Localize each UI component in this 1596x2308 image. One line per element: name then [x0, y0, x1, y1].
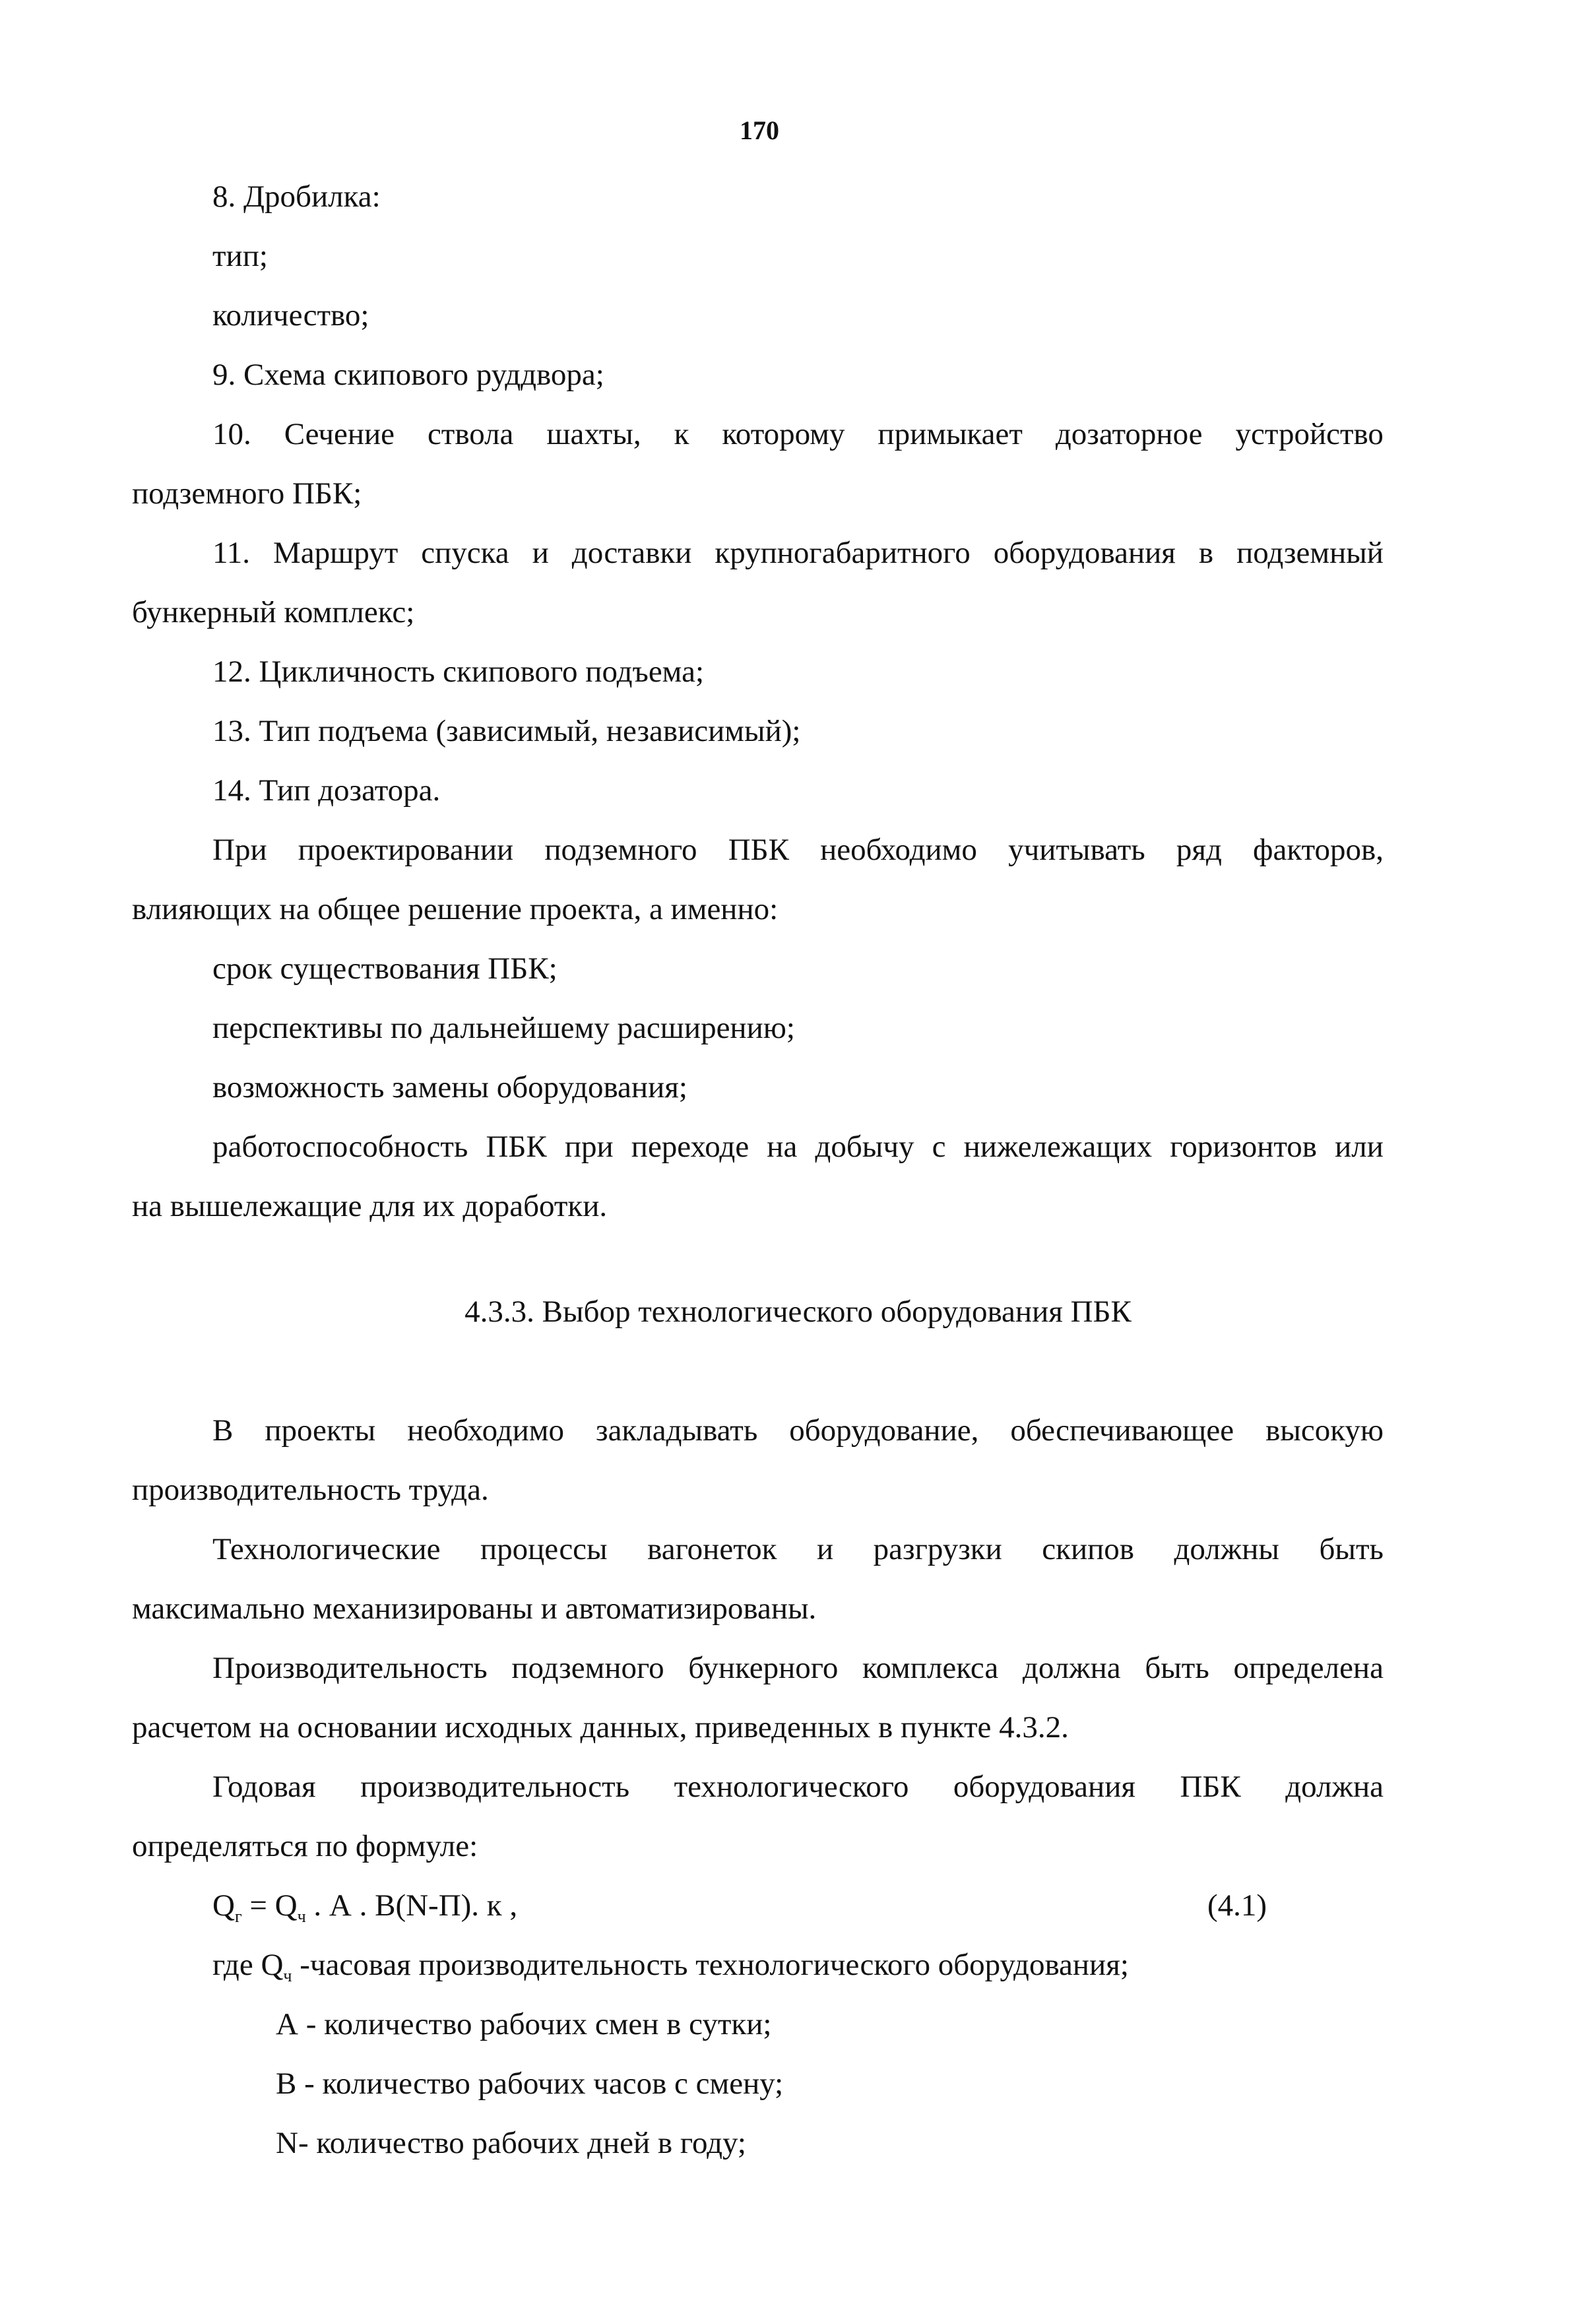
- word: работоспособность: [212, 1130, 468, 1164]
- word: Годовая: [212, 1770, 316, 1804]
- word: и: [816, 1532, 834, 1566]
- word: к: [674, 417, 689, 451]
- list-item: 12. Цикличность скипового подъема;: [212, 655, 705, 689]
- factor-continuation: на вышележащие для их доработки.: [132, 1189, 608, 1223]
- word: обеспечивающее: [1010, 1413, 1234, 1448]
- word: горизонтов: [1170, 1130, 1318, 1164]
- list-item: тип;: [212, 239, 268, 273]
- word: 11.: [212, 536, 251, 570]
- list-item-justified: [212, 414, 1384, 454]
- list-item: 13. Тип подъема (зависимый, независимый);: [212, 714, 801, 748]
- word: разгрузки: [873, 1532, 1002, 1566]
- word: Производительность: [212, 1651, 488, 1685]
- word: подземного: [511, 1651, 664, 1685]
- word: бункерного: [688, 1651, 839, 1685]
- page-number: 170: [740, 115, 779, 145]
- word: скипов: [1042, 1532, 1134, 1566]
- explanation-text: -часовая производительность технологического оборудования;: [292, 1948, 1129, 1982]
- formula-expression: . А . В(N-П). к ,: [305, 1888, 518, 1923]
- word: быть: [1319, 1532, 1384, 1566]
- word: или: [1335, 1130, 1384, 1164]
- word: подземного: [544, 833, 697, 867]
- formula-explanation: [212, 1945, 1129, 1989]
- factor-item: перспективы по дальнейшему расширению;: [212, 1011, 795, 1045]
- list-item-continuation: подземного ПБК;: [132, 476, 362, 511]
- word: добычу: [815, 1130, 914, 1164]
- word: 10.: [212, 417, 251, 451]
- factor-item: срок существования ПБК;: [212, 951, 558, 986]
- word: крупногабаритного: [715, 536, 971, 570]
- list-item: 8. Дробилка:: [212, 179, 381, 214]
- variable-definition: А - количество рабочих смен в сутки;: [276, 2007, 772, 2041]
- paragraph-continuation: максимально механизированы и автоматизированы.: [132, 1591, 817, 1626]
- formula-subscript: ч: [297, 1907, 306, 1926]
- paragraph-continuation: производительность труда.: [132, 1473, 489, 1507]
- word: Маршрут: [273, 536, 399, 570]
- word: оборудования: [993, 536, 1176, 570]
- formula: [212, 1886, 517, 1930]
- word: должна: [1285, 1770, 1384, 1804]
- word: с: [932, 1130, 946, 1164]
- formula-symbol: = Q: [241, 1888, 298, 1923]
- word: оборудования: [953, 1770, 1135, 1804]
- word: которому: [722, 417, 845, 451]
- paragraph-line: [212, 830, 1384, 870]
- word: процессы: [480, 1532, 608, 1566]
- word: вагонеток: [647, 1532, 777, 1566]
- paragraph-line: [212, 1529, 1384, 1569]
- paragraph-continuation: определяться по формуле:: [132, 1829, 478, 1863]
- factor-item: возможность замены оборудования;: [212, 1070, 687, 1105]
- word: технологического: [674, 1770, 909, 1804]
- word: на: [767, 1130, 798, 1164]
- word: должна: [1022, 1651, 1121, 1685]
- word: спуска: [421, 536, 509, 570]
- word: примыкает: [878, 417, 1023, 451]
- word: закладывать: [596, 1413, 758, 1448]
- formula-symbol: Q: [212, 1888, 235, 1923]
- word: необходимо: [820, 833, 977, 867]
- word: дозаторное: [1055, 417, 1203, 451]
- list-item-continuation: бункерный комплекс;: [132, 595, 415, 629]
- formula-subscript: ч: [283, 1966, 292, 1985]
- word: Технологические: [212, 1532, 441, 1566]
- factor-item-justified: [212, 1127, 1384, 1167]
- paragraph-continuation: расчетом на основании исходных данных, приведенных в пункте 4.3.2.: [132, 1710, 1069, 1745]
- formula-number: (4.1): [1207, 1888, 1267, 1923]
- word: подземный: [1236, 536, 1384, 570]
- word: доставки: [571, 536, 692, 570]
- paragraph-continuation: влияющих на общее решение проекта, а именно:: [132, 892, 779, 926]
- word: необходимо: [407, 1413, 565, 1448]
- list-item: количество;: [212, 298, 369, 333]
- word: шахты,: [546, 417, 641, 451]
- word: переходе: [631, 1130, 750, 1164]
- word: в: [1198, 536, 1214, 570]
- paragraph-line: [212, 1411, 1384, 1450]
- word: быть: [1145, 1651, 1209, 1685]
- word: ПБК: [486, 1130, 547, 1164]
- word: производительность: [360, 1770, 630, 1804]
- word: комплекса: [862, 1651, 999, 1685]
- word: ствола: [427, 417, 514, 451]
- word: Сечение: [284, 417, 395, 451]
- word: устройство: [1235, 417, 1384, 451]
- word: и: [532, 536, 549, 570]
- word: учитывать: [1008, 833, 1145, 867]
- word: проекты: [265, 1413, 376, 1448]
- formula-subscript: г: [234, 1907, 242, 1926]
- word: определена: [1233, 1651, 1384, 1685]
- word: В: [212, 1413, 234, 1448]
- list-item: 9. Схема скипового руддвора;: [212, 358, 604, 392]
- word: высокую: [1265, 1413, 1384, 1448]
- list-item-justified: [212, 533, 1384, 573]
- word: оборудование,: [789, 1413, 979, 1448]
- explanation-lead: где Q: [212, 1948, 284, 1982]
- word: нижележащих: [963, 1130, 1153, 1164]
- word: должны: [1174, 1532, 1279, 1566]
- paragraph-line: [212, 1767, 1384, 1807]
- paragraph-line: [212, 1648, 1384, 1688]
- word: проектировании: [298, 833, 514, 867]
- word: При: [212, 833, 267, 867]
- word: ПБК: [728, 833, 789, 867]
- word: ряд: [1176, 833, 1222, 867]
- list-item: 14. Тип дозатора.: [212, 773, 441, 808]
- word: факторов,: [1253, 833, 1384, 867]
- word: ПБК: [1180, 1770, 1241, 1804]
- variable-definition: В - количество рабочих часов с смену;: [276, 2067, 784, 2101]
- variable-definition: N- количество рабочих дней в году;: [276, 2126, 746, 2160]
- section-heading: 4.3.3. Выбор технологического оборудования ПБК: [464, 1295, 1132, 1329]
- word: при: [564, 1130, 614, 1164]
